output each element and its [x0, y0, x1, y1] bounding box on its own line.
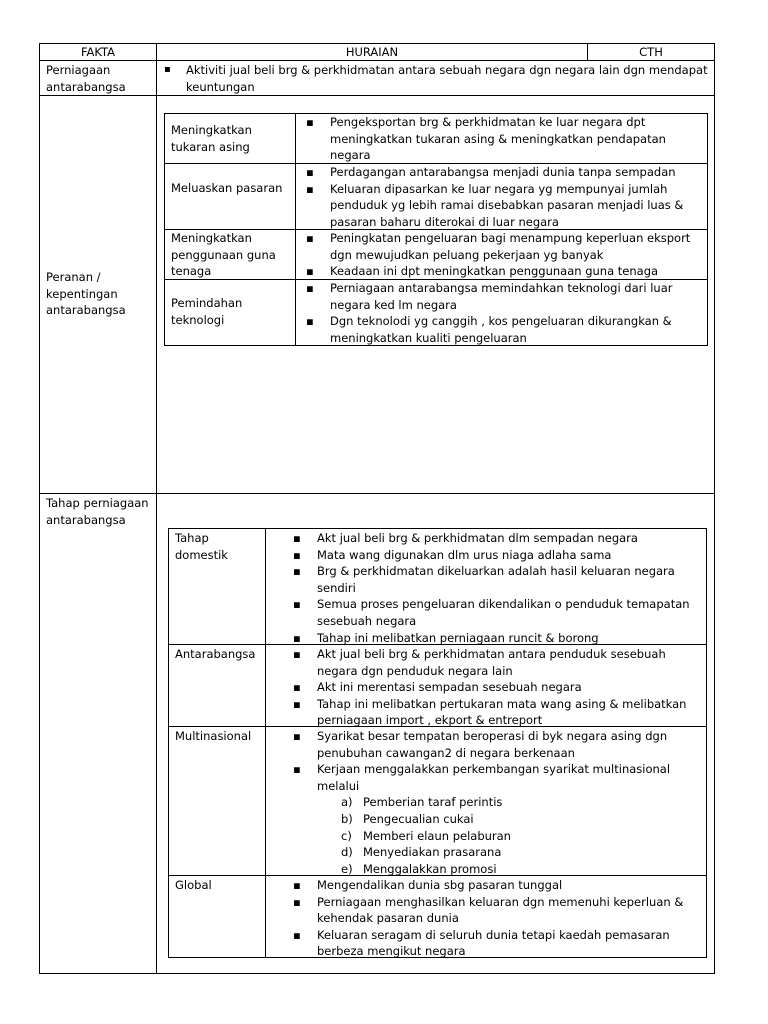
row1-definition: Aktiviti jual beli brg & perkhidmatan antara sebuah negara dgn negara lain dgn mendapat keuntungan	[186, 63, 708, 94]
bullet-icon: ▪	[293, 564, 301, 579]
bullet-icon: ▪	[293, 696, 301, 711]
col1-divider	[156, 43, 157, 974]
tahap-item-points	[293, 728, 703, 877]
sub-list-item: a) Pemberian taraf perintis	[341, 795, 503, 810]
tahap-item-points	[293, 530, 703, 646]
tahap-item-name: Tahap domestik	[175, 531, 228, 562]
row1-bullet: ▪	[164, 64, 171, 75]
bullet-icon: ▪	[293, 597, 301, 612]
bullet-icon: ▪	[293, 927, 301, 942]
sub-list-item: c) Memberi elaun pelaburan	[341, 828, 511, 843]
sub-list-item: e) Menggalakkan promosi	[341, 861, 497, 876]
bullet-icon: ▪	[293, 630, 301, 645]
row2-bottom-border	[39, 493, 715, 494]
peranan-item-name: Meningkatkan penggunaan guna tenaga	[171, 231, 276, 279]
header-fakta: FAKTA	[80, 45, 116, 59]
list-item: ▪ Peningkatan pengeluaran bagi menampung keperluan eksport dgn mewujudkan peluang pekerjaan yg banyak	[306, 231, 691, 262]
bullet-icon: ▪	[306, 314, 314, 329]
list-item: ▪ Syarikat besar tempatan beroperasi di byk negara asing dgn penubuhan cawangan2 di negara berkenaan	[293, 729, 668, 760]
header-cth: CTH	[639, 45, 663, 59]
outer-left-border	[39, 43, 40, 974]
sub-list-item: d) Menyediakan prasarana	[341, 845, 502, 860]
list-item: ▪ Keadaan ini dpt meningkatkan penggunaan guna tenaga	[306, 264, 659, 279]
list-item: ▪ Akt ini merentasi sempadan sesebuah negara	[293, 680, 582, 695]
list-item: ▪ Semua proses pengeluaran dikendalikan o penduduk temapatan sesebuah negara	[293, 597, 690, 628]
tahap-item-points	[293, 877, 703, 960]
list-item: ▪ Perniagaan antarabangsa memindahkan teknologi dari luar negara ked lm negara	[306, 281, 673, 312]
list-item: ▪ Perdagangan antarabangsa menjadi dunia tanpa sempadan	[306, 165, 676, 179]
row1-label: Perniagaan antarabangsa	[46, 63, 126, 94]
list-item: ▪ Keluaran seragam di seluruh dunia tetapi kaedah pemasaran berbeza mengikut negara	[293, 927, 670, 959]
row2-label: Peranan / kepentingan antarabangsa	[46, 270, 126, 318]
list-item: ▪ Pengeksportan brg & perkhidmatan ke luar negara dpt meningkatkan tukaran asing & meningkatkan pendapatan negara	[306, 115, 666, 163]
peranan-item-points	[306, 114, 704, 164]
bullet-icon: ▪	[293, 680, 301, 695]
inner2-left	[168, 528, 169, 958]
bullet-icon: ▪	[306, 115, 314, 129]
list-item: ▪ Mata wang digunakan dlm urus niaga adlaha sama	[293, 547, 612, 562]
list-item: ▪ Dgn teknolodi yg canggih , kos pengeluaran dikurangkan & meningkatkan kualiti pengeluaran	[306, 314, 672, 345]
peranan-item-name: Meningkatkan tukaran asing	[171, 123, 252, 154]
bullet-icon: ▪	[306, 181, 314, 196]
sub-marker: e)	[341, 861, 353, 876]
sub-marker: b)	[341, 811, 353, 826]
tahap-item-name: Antarabangsa	[175, 647, 256, 661]
list-item: ▪ Mengendalikan dunia sbg pasaran tunggal	[293, 878, 563, 892]
list-item: ▪ Akt jual beli brg & perkhidmatan dlm sempadan negara	[293, 531, 638, 545]
inner2-top	[168, 528, 707, 529]
list-item: ▪ Tahap ini melibatkan perniagaan runcit & borong	[293, 630, 599, 645]
outer-right-border	[714, 43, 715, 974]
inner2-col-divider	[265, 528, 266, 958]
bullet-icon: ▪	[306, 231, 314, 245]
inner2-right	[706, 528, 707, 958]
bullet-icon: ▪	[306, 264, 314, 279]
bullet-icon: ▪	[306, 165, 314, 179]
inner1-col-divider	[295, 113, 296, 346]
inner1-left	[164, 113, 165, 346]
bullet-icon: ▪	[293, 894, 301, 909]
bullet-icon: ▪	[293, 762, 301, 777]
peranan-item-points	[306, 164, 704, 230]
sub-marker: a)	[341, 795, 353, 810]
list-item: ▪ Akt jual beli brg & perkhidmatan antara penduduk sesebuah negara dgn penduduk negara lain	[293, 647, 666, 678]
peranan-item-points	[306, 280, 704, 346]
bullet-icon: ▪	[293, 729, 301, 743]
list-item: ▪ Brg & perkhidmatan dikeluarkan adalah hasil keluaran negara sendiri	[293, 564, 675, 595]
header-huraian: HURAIAN	[345, 45, 399, 59]
list-item: ▪ Kerjaan menggalakkan perkembangan syarikat multinasional melalui	[293, 762, 671, 793]
list-item: ▪ Tahap ini melibatkan pertukaran mata wang asing & melibatkan perniagaan import , ekport & entreport	[293, 696, 687, 728]
peranan-item-points	[306, 230, 704, 280]
row3-label: Tahap perniagaan antarabangsa	[46, 496, 149, 527]
inner1-right	[707, 113, 708, 346]
bullet-icon: ▪	[293, 531, 301, 545]
peranan-item-name: Meluaskan pasaran	[171, 181, 283, 195]
tahap-item-name: Multinasional	[175, 729, 252, 743]
sub-marker: c)	[341, 828, 352, 843]
bullet-icon: ▪	[293, 647, 301, 661]
list-item: ▪ Perniagaan menghasilkan keluaran dgn memenuhi keperluan & kehendak pasaran dunia	[293, 894, 684, 926]
bullet-icon: ▪	[293, 547, 301, 562]
list-item: ▪ Keluaran dipasarkan ke luar negara yg mempunyai jumlah penduduk yg lebih ramai disebabkan pasaran menjadi luas & pasaran baharu diterokai di luar negara	[306, 181, 684, 229]
tahap-item-name: Global	[175, 878, 212, 892]
bullet-icon: ▪	[293, 878, 301, 892]
tahap-item-points	[293, 646, 703, 729]
sub-list-item: b) Pengecualian cukai	[341, 811, 474, 826]
sub-marker: d)	[341, 845, 353, 860]
bullet-icon: ▪	[306, 281, 314, 295]
outer-bottom-border	[39, 973, 715, 974]
peranan-item-name: Pemindahan teknologi	[171, 296, 243, 327]
